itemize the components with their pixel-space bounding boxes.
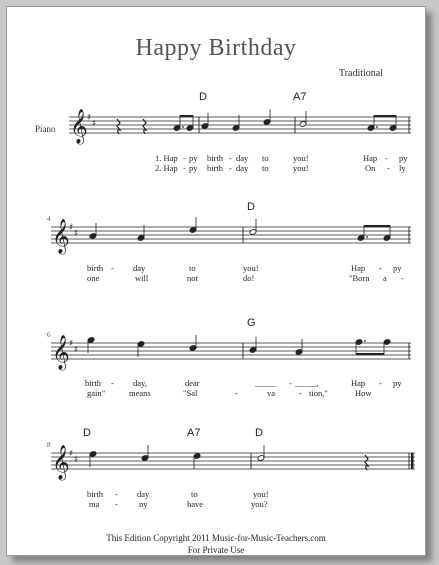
copyright-notice: This Edition Copyright 2011 Music-for-Music-Teachers.com <box>106 533 326 543</box>
lyric-syllable: ly <box>399 163 406 173</box>
beam <box>374 115 396 117</box>
final-barline <box>411 453 414 469</box>
lyric-syllable: - <box>229 153 232 163</box>
beam <box>356 353 384 355</box>
lyric-syllable: to <box>262 153 269 163</box>
lyric-syllable: 1. Hap <box>155 153 178 163</box>
sharp-icon: ♯ <box>69 339 74 349</box>
lyric-syllable: "Sal <box>183 388 198 398</box>
lyric-syllable: - <box>111 378 114 388</box>
beam <box>180 115 193 117</box>
lyric-syllable: - <box>183 153 186 163</box>
sharp-icon: ♯ <box>74 345 79 355</box>
lyric-syllable: to <box>189 263 196 273</box>
treble-clef-icon: 𝄞 <box>52 445 70 480</box>
beam <box>364 225 390 227</box>
treble-clef-icon: 𝄞 <box>52 219 70 254</box>
lyric-syllable: have <box>187 499 204 509</box>
lyric-syllable: dear <box>185 378 200 388</box>
lyric-syllable: - <box>235 388 238 398</box>
lyric-syllable: Hap <box>363 153 378 163</box>
lyric-syllable: Hap <box>351 378 366 388</box>
lyric-syllable: - <box>289 378 292 388</box>
lyric-syllable: will <box>135 273 149 283</box>
lyric-syllable: day <box>236 163 249 173</box>
lyric-syllable: ma <box>89 499 100 509</box>
lyric-syllable: - <box>115 499 118 509</box>
augmentation-dot <box>376 126 378 128</box>
lyric-syllable: gain" <box>87 388 106 398</box>
composer-credit: Traditional <box>338 68 383 79</box>
lyric-syllable: to <box>262 163 269 173</box>
sharp-icon: ♯ <box>74 455 79 465</box>
lyric-syllable: do! <box>243 273 255 283</box>
augmentation-dot <box>364 340 366 342</box>
lyric-syllable: to <box>191 489 198 499</box>
chord-symbol: D <box>247 201 255 213</box>
chord-symbol: A7 <box>293 91 307 103</box>
sharp-icon: ♯ <box>74 229 79 239</box>
lyric-syllable: py <box>399 153 408 163</box>
lyric-syllable: day <box>137 489 150 499</box>
usage-notice: For Private Use <box>187 545 245 555</box>
chord-symbol: D <box>255 427 263 439</box>
lyric-syllable: ny <box>139 499 148 509</box>
lyric-syllable: you! <box>293 153 309 163</box>
sheet-music-page <box>6 6 426 556</box>
lyric-syllable: - <box>401 273 404 283</box>
treble-clef-icon: 𝄞 <box>52 335 70 370</box>
chord-symbol: G <box>247 317 256 329</box>
measure-number: 6 <box>47 331 51 339</box>
lyric-syllable: py <box>393 378 402 388</box>
lyric-syllable: - <box>111 263 114 273</box>
sharp-icon: ♯ <box>69 223 74 233</box>
lyric-syllable: - <box>387 163 390 173</box>
lyric-syllable: not <box>187 273 198 283</box>
measure-number: 4 <box>47 215 51 223</box>
staff-system-1 <box>7 107 425 147</box>
lyric-syllable: - <box>183 163 186 173</box>
staff-system-4 <box>7 443 425 483</box>
augmentation-dot <box>182 126 184 128</box>
lyric-syllable: How <box>355 388 372 398</box>
sharp-icon: ♯ <box>69 449 74 459</box>
lyric-syllable: py <box>393 263 402 273</box>
lyric-syllable: a <box>383 273 387 283</box>
sharp-icon: ♯ <box>92 119 97 129</box>
lyric-syllable: "Born <box>349 273 370 283</box>
lyric-syllable: you? <box>251 499 268 509</box>
lyric-syllable: - <box>379 378 382 388</box>
lyric-syllable: - <box>299 388 302 398</box>
lyric-syllable: _____ <box>255 378 277 388</box>
instrument-label: Piano <box>35 124 56 134</box>
treble-clef-icon: 𝄞 <box>70 109 88 144</box>
lyric-syllable: - <box>229 163 232 173</box>
lyric-syllable: means <box>129 388 151 398</box>
song-title: Happy Birthday <box>135 35 297 61</box>
staff-system-3 <box>7 333 425 373</box>
augmentation-dot <box>366 236 368 238</box>
lyric-syllable: birth <box>87 489 104 499</box>
lyric-syllable: you! <box>293 163 309 173</box>
lyric-syllable: one <box>87 273 100 283</box>
lyric-syllable: 2. Hap <box>155 163 178 173</box>
lyric-syllable: day, <box>133 378 147 388</box>
lyric-syllable: _____, <box>295 378 319 388</box>
lyric-syllable: - <box>115 489 118 499</box>
lyric-syllable: birth <box>87 263 104 273</box>
lyric-syllable: birth <box>207 163 224 173</box>
lyric-syllable: birth <box>85 378 102 388</box>
lyric-syllable: py <box>189 163 198 173</box>
lyric-syllable: py <box>189 153 198 163</box>
lyric-syllable: - <box>379 263 382 273</box>
staff-system-2 <box>7 217 425 257</box>
lyric-syllable: - <box>385 153 388 163</box>
lyric-syllable: On <box>365 163 376 173</box>
lyric-syllable: you! <box>243 263 259 273</box>
chord-symbol: A7 <box>187 427 201 439</box>
lyric-syllable: va <box>267 388 276 398</box>
lyric-syllable: birth <box>207 153 224 163</box>
lyric-syllable: tion," <box>309 388 328 398</box>
lyric-syllable: you! <box>253 489 269 499</box>
measure-number: 8 <box>47 441 51 449</box>
chord-symbol: D <box>83 427 91 439</box>
lyric-syllable: Hap <box>351 263 366 273</box>
lyric-syllable: day <box>236 153 249 163</box>
sharp-icon: ♯ <box>87 113 92 123</box>
chord-symbol: D <box>199 91 207 103</box>
lyric-syllable: day <box>133 263 146 273</box>
